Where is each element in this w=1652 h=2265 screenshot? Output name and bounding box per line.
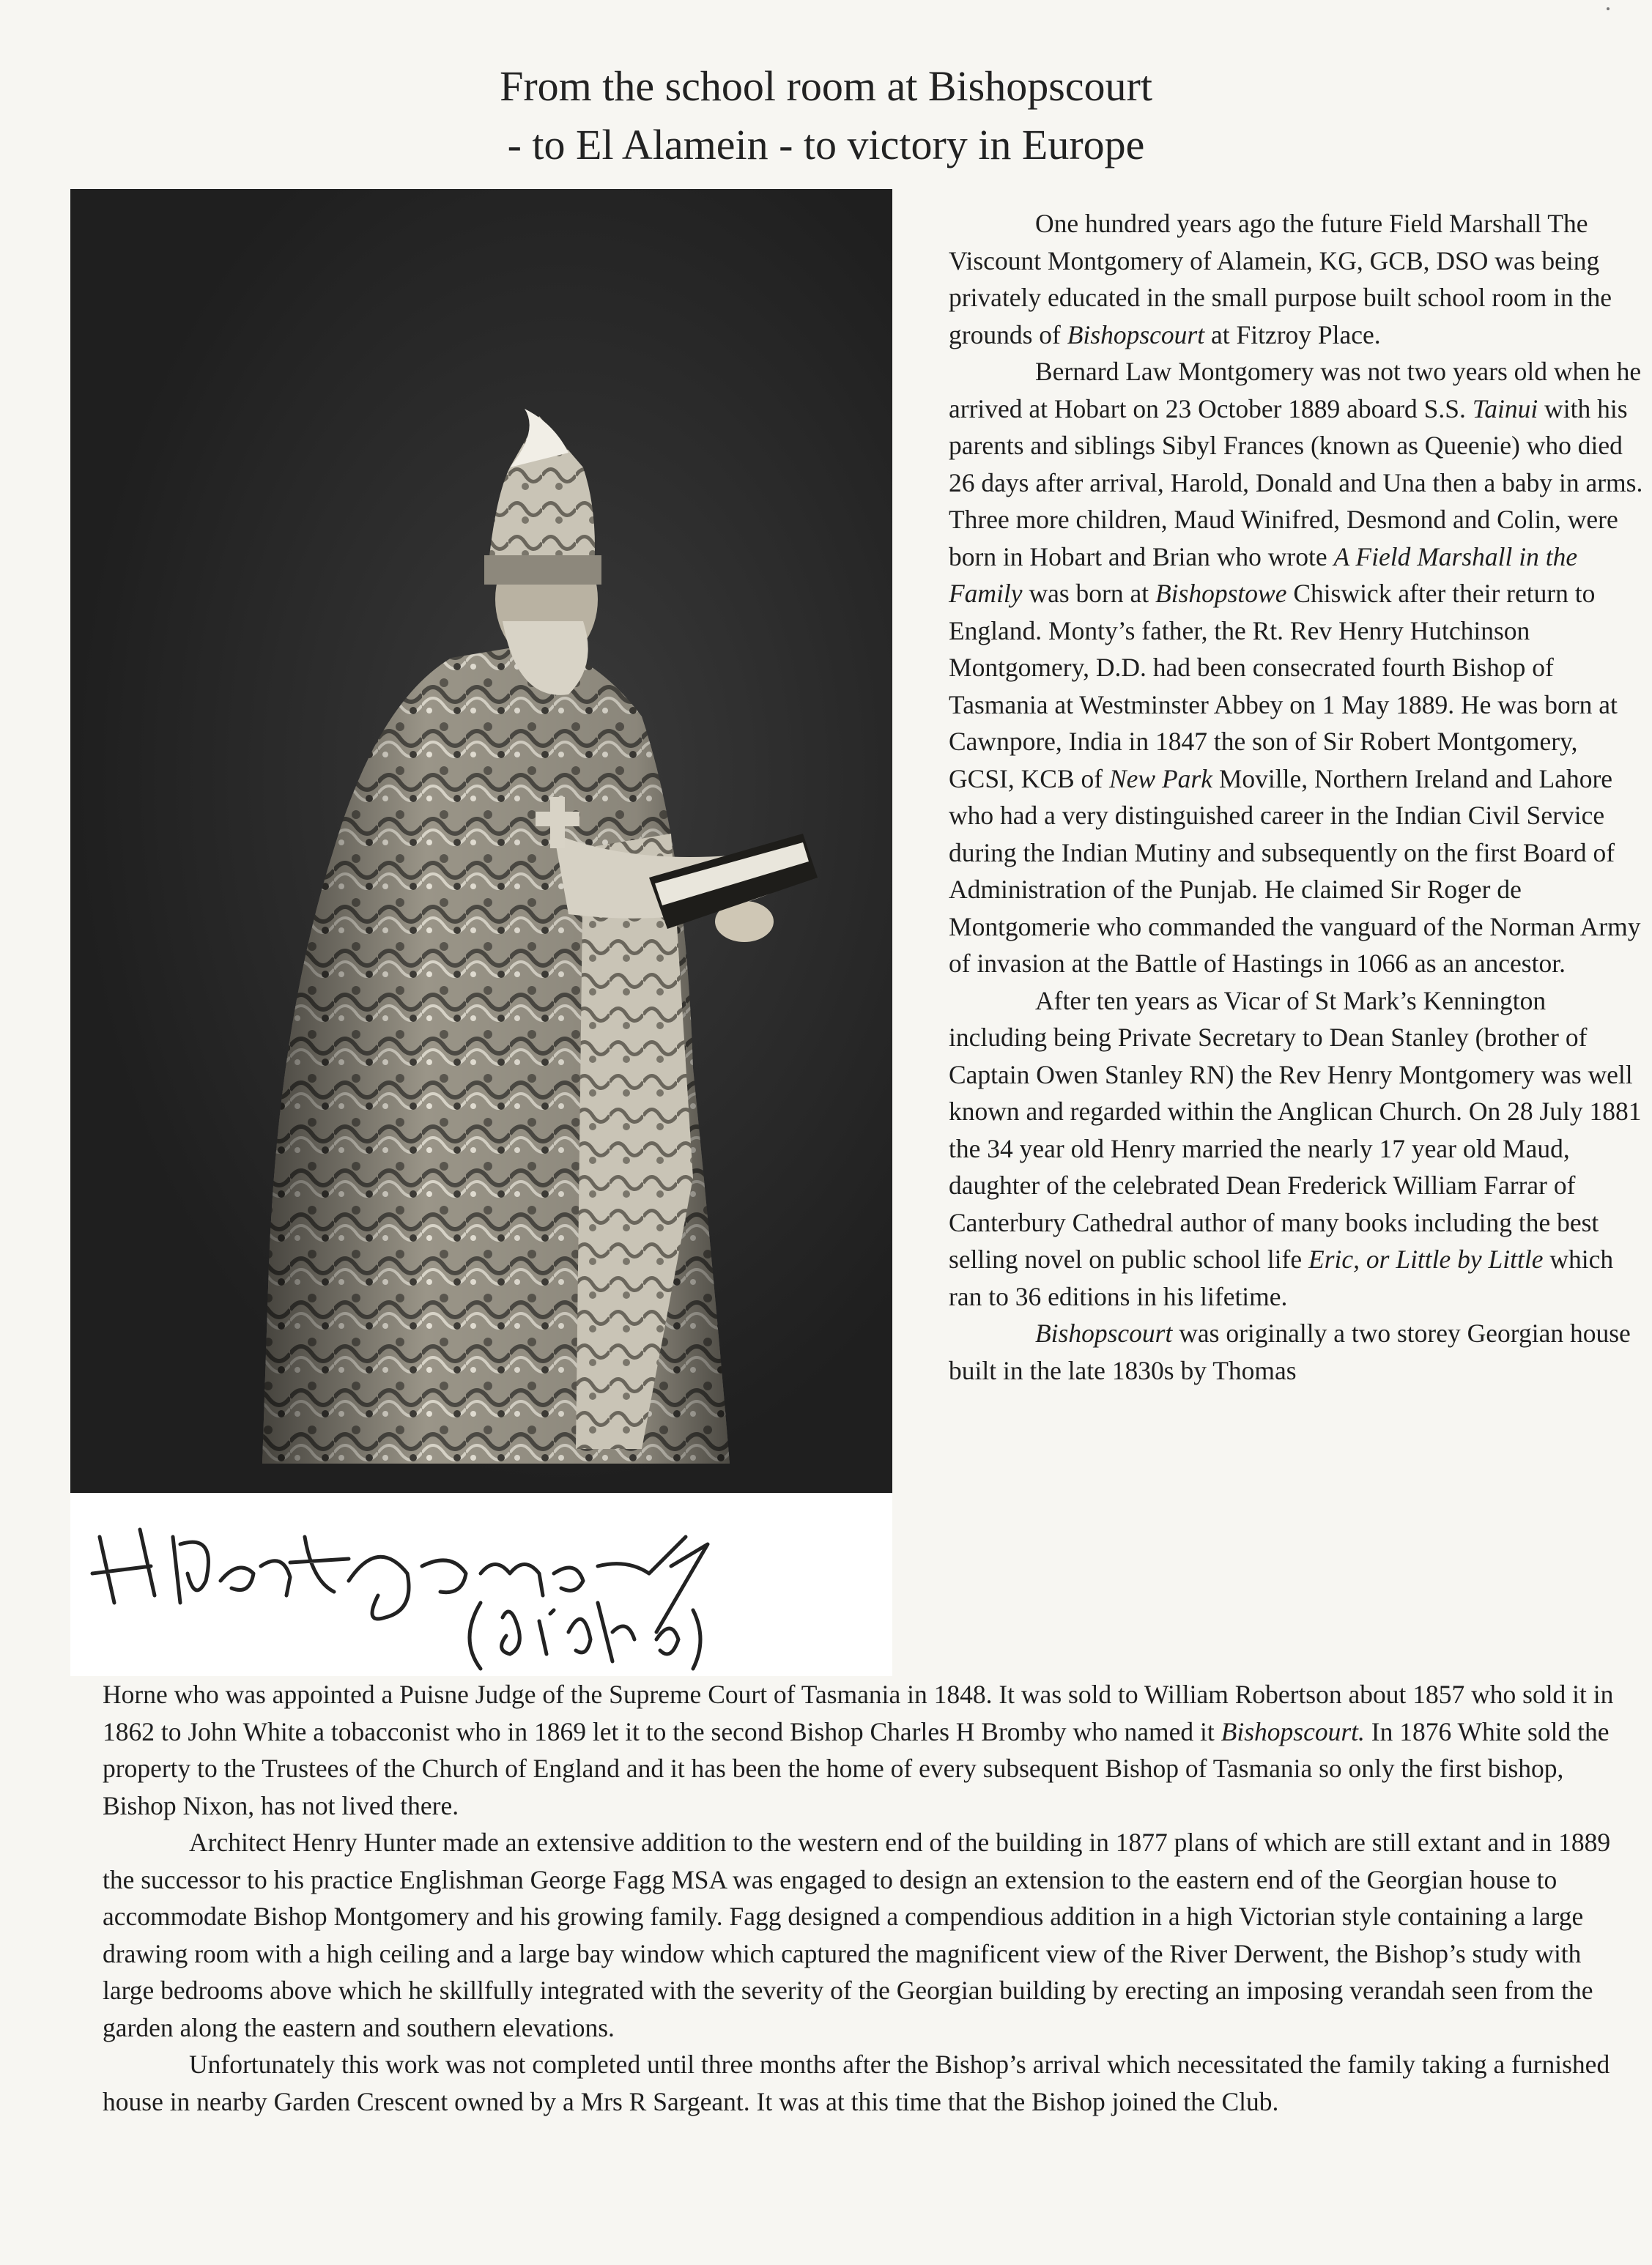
italic-text: Tainui <box>1472 393 1538 423</box>
signature-area <box>70 1493 892 1676</box>
paragraph-4-continued <box>103 1676 1626 1824</box>
photo-image <box>70 189 892 1493</box>
italic-text: Bishopscourt. <box>1221 1716 1365 1746</box>
italic-text: New Park <box>1108 763 1212 793</box>
text-run: Chiswick after their return to England. Monty’s father, the Rt. Rev Henry Hutchinson Montgomery, D.D. had been consecrated fourth Bishop of Tasmania at Westminster Abbey on 1 May 1889. He was born at Cawnpore, India in 1847 the son of Sir Robert Montgomery, GCSI, KCB of <box>949 579 1618 793</box>
bishop-figure-illustration <box>70 189 892 1493</box>
full-width-text <box>103 1676 1626 2120</box>
text-run: was born at <box>1022 579 1155 608</box>
italic-text: Bishopstowe <box>1155 579 1287 608</box>
paragraph-1 <box>949 205 1645 353</box>
bishop-photograph <box>70 189 892 1676</box>
page-title <box>0 57 1652 174</box>
italic-text: Bishopscourt <box>1035 1319 1173 1348</box>
handwritten-signature <box>70 1493 892 1676</box>
right-text-column <box>949 205 1645 1389</box>
text-run: Architect Henry Hunter made an extensive addition to the western end of the building in 1877 plans of which are still extant and in 1889 the successor to his practice Englishman George Fagg MSA was engaged to design an extension to the eastern end of the Georgian house to accommodate Bishop Montgomery and his growing family. Fagg designed a compendious addition in a high Victorian style containing a large drawing room with a high ceiling and a large bay window which captured the magnificent view of the River Derwent, the Bishop’s study with large bedrooms above which he skillfully integrated with the severity of the Georgian building by erecting an imposing verandah seen from the garden along the eastern and southern elevations. <box>103 1828 1611 2042</box>
italic-text: Bishopscourt <box>1067 319 1205 349</box>
paragraph-6 <box>103 2046 1626 2120</box>
text-run: Unfortunately this work was not completed until three months after the Bishop’s arrival which necessitated the family taking a furnished house in nearby Garden Crescent owned by a Mrs R Sargeant. It was at this time that the Bishop joined the Club. <box>103 2050 1610 2116</box>
text-run: which ran to 36 editions in his lifetime. <box>949 1245 1614 1311</box>
scan-speck <box>1607 7 1610 10</box>
italic-text: Eric, or Little by Little <box>1308 1245 1544 1274</box>
text-run: One hundred years ago the future Field Marshall The Viscount Montgomery of Alamein, KG, GCB, DSO was being privately educated in the small purpose built school room in the grounds of <box>949 209 1612 349</box>
text-run: was originally a two storey Georgian house built in the late 1830s by Thomas <box>949 1319 1631 1385</box>
text-run: In 1876 White sold the property to the Trustees of the Church of England and it has been the home of every subsequent Bishop of Tasmania so only the first bishop, Bishop Nixon, has not lived there. <box>103 1716 1610 1820</box>
paragraph-4-start <box>949 1315 1645 1389</box>
paragraph-5 <box>103 1824 1626 2046</box>
text-run: with his parents and siblings Sibyl Frances (known as Queenie) who died 26 days after arrival, Harold, Donald and Una then a baby in arms. Three more children, Maud Winifred, Desmond and Colin, were born in Hobart and Brian who wrote <box>949 393 1643 571</box>
text-run: at Fitzroy Place. <box>1204 319 1381 349</box>
paragraph-3 <box>949 982 1645 1316</box>
text-run: Horne who was appointed a Puisne Judge of the Supreme Court of Tasmania in 1848. It was sold to William Robertson about 1857 who sold it in 1862 to John White a tobacconist who in 1869 let it to the second Bishop Charles H Bromby who named it <box>103 1680 1614 1746</box>
text-run: Moville, Northern Ireland and Lahore who had a very distinguished career in the Indian Civil Service during the Indian Mutiny and subsequently on the first Board of Administration of the Punjab. He claimed Sir Roger de Montgomerie who commanded the vanguard of the Norman Army of invasion at the Battle of Hastings in 1066 as an ancestor. <box>949 763 1641 978</box>
italic-text: A Field Marshall in the Family <box>949 541 1578 608</box>
title-line-1: From the school room at Bishopscourt <box>500 62 1152 110</box>
text-run: After ten years as Vicar of St Mark’s Kennington including being Private Secretary to Dean Stanley (brother of Captain Owen Stanley RN) the Rev Henry Montgomery was well known and regarded within the Anglican Church. On 28 July 1881 the 34 year old Henry married the nearly 17 year old Maud, daughter of the celebrated Dean Frederick William Farrar of Canterbury Cathedral author of many books including the best selling novel on public school life <box>949 985 1642 1274</box>
text-run: Bernard Law Montgomery was not two years old when he arrived at Hobart on 23 October 1889 aboard S.S. <box>949 357 1642 423</box>
title-line-2: - to El Alamein - to victory in Europe <box>507 121 1145 168</box>
paragraph-2 <box>949 353 1645 982</box>
